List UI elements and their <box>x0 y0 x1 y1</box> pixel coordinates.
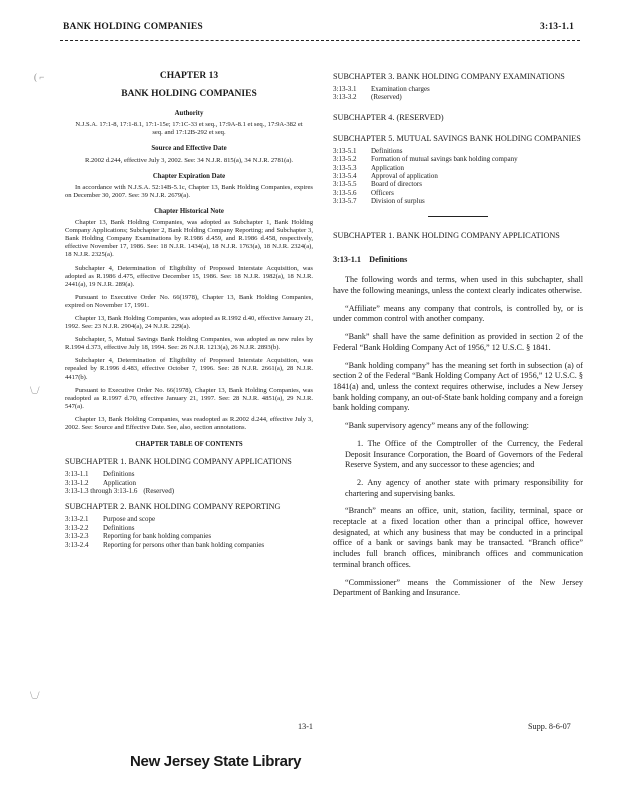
history-note: Subchapter 4, Determination of Eligibility of Proposed Interstate Acquisition, was repealed by R.1996 d.483, effective October 7, 1996. See: 28 N.J.R. 2661(a), 28 N.J.R. 4417(b). <box>65 357 313 381</box>
toc-item[interactable] <box>65 487 313 495</box>
chapter-title: BANK HOLDING COMPANIES <box>121 89 257 100</box>
definition-item-1: 1. The Office of the Comptroller of the Currency, the Federal Deposit Insurance Corporation, the Board of Governors of the Federal Reserve System, and any successor to these agencies; and <box>345 438 583 470</box>
toc-item-number: 3:13-5.5 <box>333 180 357 189</box>
toc-item-number: 3:13-5.7 <box>333 197 357 206</box>
toc-item-text: (Reserved) <box>143 487 175 495</box>
toc-item-text: Definitions <box>103 523 135 532</box>
toc-subchapter-2 <box>65 502 313 512</box>
toc-list-5 <box>333 147 583 206</box>
toc-list-2 <box>65 515 313 549</box>
toc-list-3 <box>333 85 583 102</box>
toc-subchapter-title: SUBCHAPTER 2. BANK HOLDING COMPANY REPORTING <box>65 502 281 512</box>
toc-subchapter-title: SUBCHAPTER 5. MUTUAL SAVINGS BANK HOLDING COMPANIES <box>333 133 581 143</box>
definition-item-2: 2. Any agency of another state with primary responsibility for chartering and supervising banks. <box>345 477 583 498</box>
definition-bank: “Bank” shall have the same definition as provided in section 2 of the Federal “Bank Holding Company Act of 1956,” 12 U.S.C. § 1841. <box>333 332 583 352</box>
running-header-title: BANK HOLDING COMPANIES <box>63 22 203 32</box>
definition-bank-supervisory-agency: “Bank supervisory agency” means any of the following: <box>345 421 529 431</box>
section-divider <box>428 216 488 217</box>
toc-item[interactable] <box>333 147 583 155</box>
toc-item[interactable] <box>333 180 583 188</box>
toc-item-text: Officers <box>371 188 394 197</box>
toc-subchapter-3 <box>333 72 583 82</box>
toc-item-number: 3:13-3.2 <box>333 93 357 102</box>
toc-subchapter-5 <box>333 134 583 144</box>
toc-item[interactable] <box>333 93 583 101</box>
section-heading <box>333 255 583 266</box>
toc-item-text: Application <box>371 163 405 172</box>
history-note: Subchapter, 5, Mutual Savings Bank Holding Companies, was adopted as new rules by R.1994 d.373, effective July 18, 1994. See: 26 N.J.R. 1213(a), 26 N.J.R. 2893(b). <box>65 336 313 352</box>
source-text: R.2002 d.244, effective July 3, 2002. See: 34 N.J.R. 815(a), 34 N.J.R. 2781(a). <box>84 156 294 164</box>
history-note: Chapter 13, Bank Holding Companies, was adopted as Subchapter 1, Bank Holding Company Applications; Subchapter 2, Bank Holding Company Reporting; and Subchapter 3, Bank Holding Company Examinations by R.1986 d.459, and R.1986 d.458, respectively, effective November 17, 1986. See: 18 N.J.R. 1434(a), 18 N.J.R. 1763(a), 18 N.J.R. 2324(a), 18 N.J.R. 2325(a). <box>65 219 313 259</box>
history-notes <box>65 219 313 432</box>
section-number: 3:13-1.1 <box>333 254 361 264</box>
authority-text: N.J.S.A. 17:1-8, 17:1-8.1, 17:1-15e; 17:1C-33 et seq., 17:9A-8.1 et seq., 17:9A-382 et seq. and 17:12B-292 et seq. <box>75 121 303 137</box>
toc-item[interactable] <box>65 541 313 549</box>
source-heading: Source and Effective Date <box>151 145 227 153</box>
page-number: 13-1 <box>298 722 314 731</box>
toc-item[interactable] <box>333 197 583 205</box>
toc-heading: CHAPTER TABLE OF CONTENTS <box>135 441 243 449</box>
supplement-date: Supp. 8-6-07 <box>528 722 571 731</box>
subchapter-1-heading <box>333 231 583 241</box>
toc-item[interactable] <box>333 172 583 180</box>
toc-list-1 <box>65 470 313 495</box>
toc-item[interactable] <box>333 85 583 93</box>
toc-item-number: 3:13-5.6 <box>333 188 357 197</box>
toc-item-text: Formation of mutual savings bank holding company <box>371 155 518 164</box>
definition-commissioner: “Commissioner” means the Commissioner of the New Jersey Department of Banking and Insurance. <box>333 577 583 598</box>
library-watermark: New Jersey State Library <box>130 753 302 770</box>
subchapter-heading-text: SUBCHAPTER 1. BANK HOLDING COMPANY APPLICATIONS <box>333 230 560 240</box>
toc-item[interactable] <box>333 189 583 197</box>
toc-item-number: 3:13-5.4 <box>333 172 357 181</box>
toc-item-text: Board of directors <box>371 180 422 189</box>
definition-affiliate: “Affiliate” means any company that controls, is controlled by, or is under common control with another company. <box>333 303 583 324</box>
margin-mark: \_/ <box>30 690 40 700</box>
history-note: Subchapter 4, Determination of Eligibility of Proposed Interstate Acquisition, was adopted as R.1986 d.475, effective December 15, 1986. See: 18 N.J.R. 1982(a), 18 N.J.R. 2441(a), 19 N.J.R. 289(a). <box>65 264 313 288</box>
toc-item-number: 3:13-2.2 <box>65 523 89 532</box>
toc-item[interactable] <box>65 515 313 523</box>
toc-item-number: 3:13-5.3 <box>333 163 357 172</box>
running-header-section: 3:13-1.1 <box>540 22 575 32</box>
toc-item-text: Division of surplus <box>371 197 425 206</box>
toc-subchapter-title: SUBCHAPTER 3. BANK HOLDING COMPANY EXAMINATIONS <box>333 72 565 81</box>
toc-item-text: Reporting for bank holding companies <box>103 532 212 541</box>
toc-item-number: 3:13-1.2 <box>65 478 89 487</box>
history-note: Pursuant to Executive Order No. 66(1978), Chapter 13, Bank Holding Companies, was readopted as R.1997 d.70, effective January 21, 1997. See: 28 N.J.R. 4851(a), 29 N.J.R. 547(a). <box>65 386 313 410</box>
toc-item[interactable] <box>333 155 583 163</box>
toc-item[interactable] <box>65 470 313 478</box>
history-note: Pursuant to Executive Order No. 66(1978), Chapter 13, Bank Holding Companies, expired on November 17, 1991. <box>65 293 313 309</box>
left-column <box>65 72 313 549</box>
toc-subchapter-1 <box>65 457 313 467</box>
toc-item-number: 3:13-2.3 <box>65 532 89 541</box>
margin-mark: ( ⌐ <box>34 72 45 82</box>
toc-item-number: 3:13-3.1 <box>333 85 357 93</box>
definition-branch: “Branch” means an office, unit, station, facility, terminal, space or receptacle at a fixed location other than a principal office, however designated, at which any business that may be conducted in a principal office of a bank or savings bank may be transacted. “Branch office” includes full branch offices, minibranch offices and communication terminal branch offices. <box>333 506 583 569</box>
toc-item-number: 3:13-2.1 <box>65 515 89 524</box>
toc-item-text: Application <box>103 478 137 487</box>
authority-heading: Authority <box>174 110 204 118</box>
toc-subchapter-title: SUBCHAPTER 1. BANK HOLDING COMPANY APPLICATIONS <box>65 457 292 467</box>
toc-subchapter-title: SUBCHAPTER 4. (RESERVED) <box>333 112 444 122</box>
history-note: Chapter 13, Bank Holding Companies, was adopted as R.1992 d.40, effective January 21, 1992. See: 23 N.J.R. 2904(a), 24 N.J.R. 229(a). <box>65 314 313 331</box>
toc-item-number: 3:13-1.1 <box>65 470 89 479</box>
toc-item-text: Examination charges <box>371 85 430 93</box>
toc-item-number: 3:13-5.1 <box>333 146 357 155</box>
expiration-text: In accordance with N.J.S.A. 52:14B-5.1c, Chapter 13, Bank Holding Companies, expires on December 30, 2007. See: 39 N.J.R. 2679(a). <box>65 183 313 199</box>
margin-mark: \_/ <box>30 385 40 395</box>
toc-item[interactable] <box>65 532 313 540</box>
chapter-number: CHAPTER 13 <box>159 71 219 81</box>
section-body <box>333 275 583 599</box>
toc-item[interactable] <box>65 524 313 532</box>
toc-item-text: Definitions <box>371 146 403 155</box>
toc-item-text: (Reserved) <box>371 93 402 102</box>
right-column <box>333 72 583 606</box>
definition-bank-holding-company: “Bank holding company” has the meaning set forth in subsection (a) of section 2 of the Federal “Bank Holding Company Act of 1956,” 12 U.S.C. § 1841(a) and, unless the context requires otherwise, includes a New Jersey bank holding company, an out-of-State bank holding company and a foreign bank holding company. <box>333 360 583 413</box>
toc-item-text: Definitions <box>103 470 135 479</box>
toc-item-number: 3:13-1.3 through 3:13-1.6 <box>65 487 138 495</box>
history-note: Chapter 13, Bank Holding Companies, was readopted as R.2002 d.244, effective July 3, 2002. See: Source and Effective Date. See, also, section annotations. <box>65 415 313 431</box>
section-title: Definitions <box>369 254 408 264</box>
toc-item-text: Approval of application <box>371 172 438 181</box>
toc-item[interactable] <box>65 479 313 487</box>
toc-subchapter-4 <box>333 113 583 123</box>
expiration-heading: Chapter Expiration Date <box>152 172 226 180</box>
header-rule <box>60 40 580 41</box>
toc-item-text: Purpose and scope <box>103 515 156 524</box>
toc-item-number: 3:13-2.4 <box>65 540 89 549</box>
intro-paragraph: The following words and terms, when used in this subchapter, shall have the following meanings, unless the context clearly indicates otherwise. <box>333 275 583 296</box>
toc-item-text: Reporting for persons other than bank holding companies <box>103 540 265 549</box>
history-heading: Chapter Historical Note <box>154 207 224 215</box>
toc-item-number: 3:13-5.2 <box>333 155 357 164</box>
toc-item[interactable] <box>333 164 583 172</box>
